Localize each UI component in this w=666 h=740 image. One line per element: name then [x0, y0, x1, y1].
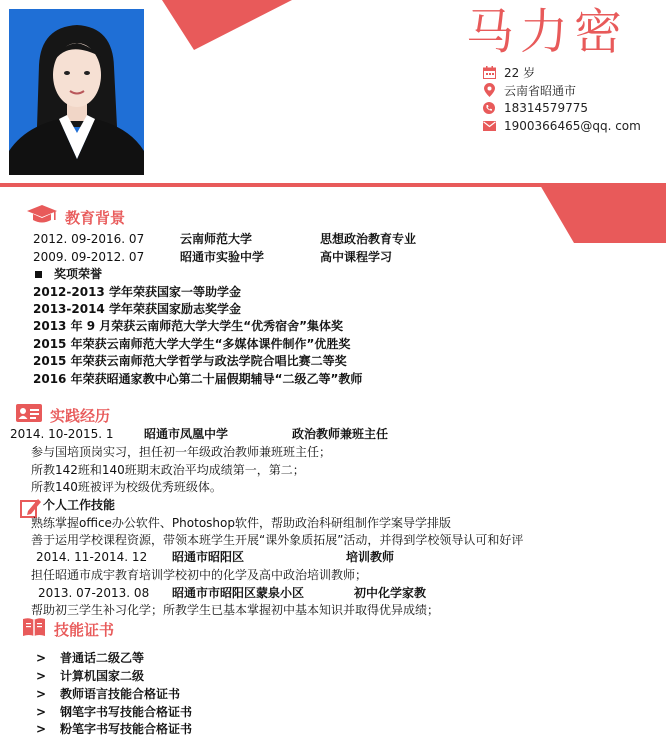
practice-heading — [16, 404, 110, 426]
phone-text: 18314579775 — [504, 101, 588, 115]
phone-row — [482, 99, 588, 117]
award-item: 2015 年荣获云南师范大学大学生“多媒体课件制作”优胜奖 — [33, 337, 351, 351]
edu-school: 昭通市实验中学 — [180, 250, 265, 264]
edu-school: 云南师范大学 — [180, 232, 253, 246]
email-row — [482, 117, 641, 135]
location-row — [482, 81, 576, 99]
award-item: 2015 年荣获云南师范大学哲学与政法学院合唱比赛二等奖 — [33, 354, 347, 368]
job-detail: 所教142班和140班期末政治平均成绩第一，第二； — [31, 463, 305, 477]
top-red-triangle — [162, 0, 292, 50]
certs-heading — [22, 617, 114, 641]
practice-title: 实践经历 — [50, 406, 111, 425]
right-red-triangle — [540, 185, 666, 243]
certs-title: 技能证书 — [54, 620, 115, 639]
job-period: 2014. 10-2015. 1 — [10, 427, 114, 441]
job-org: 昭通市昭阳区 — [172, 550, 245, 564]
job-role: 政治教师兼班主任 — [292, 427, 389, 441]
candidate-name: 马力密 — [466, 4, 629, 60]
arrow-bullet-icon: > — [36, 687, 47, 701]
edu-period: 2009. 09-2012. 07 — [33, 250, 145, 264]
job-detail: 担任昭通市成宇教育培训学校初中的化学及高中政治培训教师； — [31, 568, 368, 582]
calendar-icon — [482, 65, 496, 79]
education-heading — [27, 205, 125, 229]
job-period: 2013. 07-2013. 08 — [38, 586, 150, 600]
map-pin-icon — [482, 83, 496, 97]
id-card-icon — [16, 404, 42, 426]
skill-line: 熟练掌握office办公软件、Photoshop软件，帮助政治科研组制作学案导学排版 — [31, 516, 451, 530]
edu-period: 2012. 09-2016. 07 — [33, 232, 145, 246]
cert-item: > 计算机国家二级 — [36, 669, 145, 683]
edu-major: 思想政治教育专业 — [320, 232, 417, 246]
age-text: 22 岁 — [504, 65, 536, 80]
phone-icon — [482, 101, 496, 115]
cert-item: > 粉笔字书写技能合格证书 — [36, 722, 193, 736]
job-detail: 所教140班被评为校级优秀班级体。 — [31, 480, 222, 494]
skills-title: 个人工作技能 — [43, 498, 116, 512]
job-org: 昭通市凤凰中学 — [144, 427, 229, 441]
arrow-bullet-icon: > — [36, 651, 47, 665]
book-icon — [22, 617, 46, 641]
arrow-bullet-icon: > — [36, 722, 47, 736]
cert-item: > 教师语言技能合格证书 — [36, 687, 181, 701]
award-item: 2013-2014 学年荣获国家励志奖学金 — [33, 302, 241, 316]
location-text: 云南省昭通市 — [504, 83, 577, 98]
square-bullet-icon — [35, 271, 42, 278]
awards-title: 奖项荣誉 — [54, 267, 103, 281]
mail-icon — [482, 119, 496, 133]
edu-major: 高中课程学习 — [320, 250, 393, 264]
job-role: 初中化学家教 — [354, 586, 427, 600]
email-text: 19003664​65@qq. com — [504, 119, 641, 133]
cert-item: > 钢笔字书写技能合格证书 — [36, 705, 193, 719]
arrow-bullet-icon: > — [36, 669, 47, 683]
award-item: 2016 年荣获昭通家教中心第二十届假期辅导“二级乙等”教师 — [33, 372, 363, 386]
skill-line: 善于运用学校课程资源，带领本班学生开展“课外象质拓展”活动，并得到学校领导认可和好评 — [31, 533, 524, 547]
profile-photo — [9, 9, 144, 175]
award-item: 2012-2013 学年荣获国家一等助学金 — [33, 285, 241, 299]
job-org: 昭通市市昭阳区蒙泉小区 — [172, 586, 305, 600]
age-row — [482, 63, 535, 81]
job-period: 2014. 11-2014. 12 — [36, 550, 148, 564]
arrow-bullet-icon: > — [36, 705, 47, 719]
graduation-cap-icon — [27, 205, 57, 229]
job-detail: 参与国培顶岗实习，担任初一年级政治教师兼班班主任； — [31, 445, 332, 459]
awards-heading — [35, 266, 102, 282]
cert-item: > 普通话二级乙等 — [36, 651, 145, 665]
job-role: 培训教师 — [346, 550, 395, 564]
header-divider — [0, 183, 666, 187]
award-item: 2013 年 9 月荣获云南师范大学大学生“优秀宿舍”集体奖 — [33, 319, 344, 333]
job-detail: 帮助初三学生补习化学；所教学生已基本掌握初中基本知识并取得优异成绩； — [31, 603, 440, 617]
education-title: 教育背景 — [65, 208, 126, 227]
